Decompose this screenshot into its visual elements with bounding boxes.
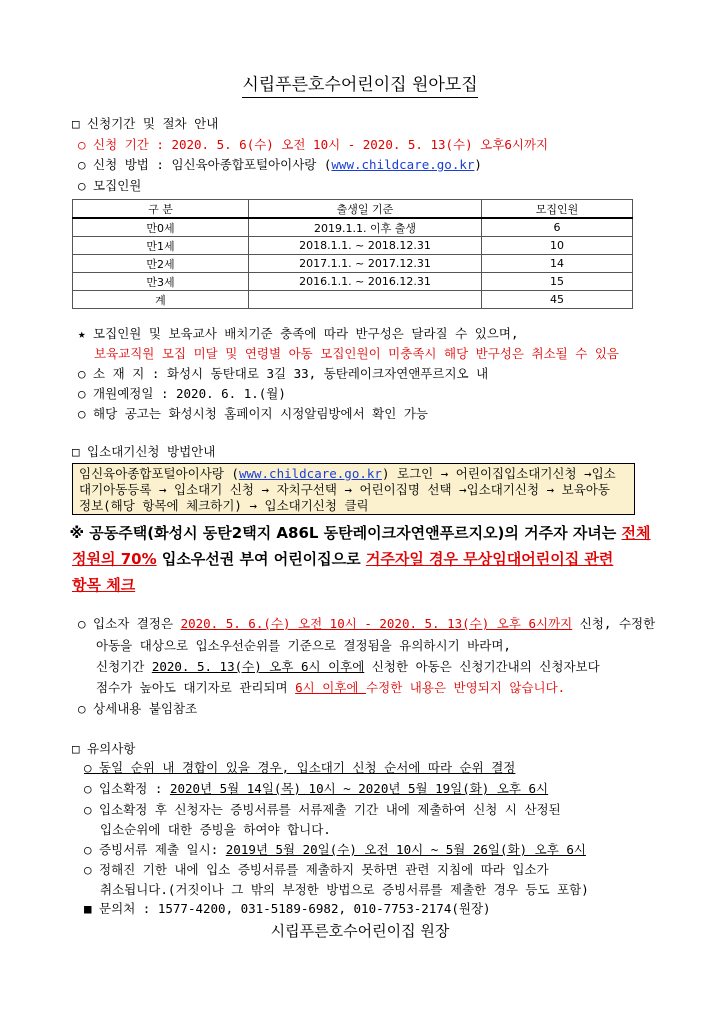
decision-line1: ○ 입소자 결정은 2020. 5. 6.(수) 오전 10시 - 2020. 5. 13(수) 오후 6시까지 신청, 수정한 bbox=[78, 616, 656, 631]
table-cell: 2016.1.1. ~ 2016.12.31 bbox=[249, 273, 482, 291]
address: ○ 소 재 지 : 화성시 동탄대로 3길 33, 동탄레이크자연앤푸르지오 내 bbox=[78, 366, 489, 381]
star-note: ★ 모집인원 및 보육교사 배치기준 충족에 따라 반구성은 달라질 수 있으며, bbox=[78, 326, 519, 341]
caution-item-4: ○ 증빙서류 제출 일시: 2019년 5월 20일(수) 오전 10시 ~ 5월 26일(화) 오후 6시 bbox=[84, 842, 586, 857]
table-header-row bbox=[73, 200, 633, 219]
open-date: ○ 개원예정일 : 2020. 6. 1.(월) bbox=[78, 386, 286, 401]
childcare-link-box[interactable]: www.childcare.go.kr bbox=[238, 466, 382, 481]
table-cell bbox=[249, 291, 482, 309]
section1-heading: □ 신청기간 및 절차 안내 bbox=[72, 116, 219, 131]
application-period: ○ 신청 기간 : 2020. 5. 6(수) 오전 10시 - 2020. 5. 13(수) 오후6시까지 bbox=[78, 137, 549, 152]
page-title: 시립푸른호수어린이집 원아모집 bbox=[0, 70, 720, 95]
table-header: 구 분 bbox=[73, 200, 249, 219]
star-note-red: 보육교직원 모집 미달 및 연령별 아동 모집인원이 미충족시 해당 반구성은 취소될 수 있음 bbox=[94, 346, 620, 361]
section3-heading: □ 유의사항 bbox=[72, 741, 136, 756]
recruitment-table bbox=[72, 199, 633, 309]
table-cell: 2019.1.1. 이후 출생 bbox=[249, 218, 482, 237]
table-row bbox=[73, 237, 633, 255]
childcare-link[interactable]: www.childcare.go.kr bbox=[331, 157, 475, 172]
steps-line-2: 대기아동등록 → 입소대기 신청 → 자치구선택 → 어린이집명 선택 →입소대기신청 → 보육아동 bbox=[79, 482, 610, 497]
caution-item-3-line1: ○ 입소확정 후 신청자는 증빙서류를 서류제출 기간 내에 제출하여 신청 시 산정된 bbox=[84, 802, 561, 817]
caution-item-3-line2: 입소순위에 대한 증빙을 하여야 합니다. bbox=[100, 822, 331, 837]
table-cell: 만0세 bbox=[73, 218, 249, 237]
table-cell: 14 bbox=[482, 255, 633, 273]
signature: 시립푸른호수어린이집 원장 bbox=[270, 922, 450, 940]
priority-notice-line1: ※ 공동주택(화성시 동탄2택지 A86L 동탄레이크자연앤푸르지오)의 거주자 자녀는 전체 bbox=[69, 524, 651, 542]
priority-notice-line2: 정원의 70% 입소우선권 부여 어린이집으로 거주자일 경우 무상임대어린이집 관련 bbox=[72, 550, 614, 568]
table-row bbox=[73, 218, 633, 237]
table-cell: 2017.1.1. ~ 2017.12.31 bbox=[249, 255, 482, 273]
table-cell: 45 bbox=[482, 291, 633, 309]
steps-line-3: 정보(해당 항목에 체크하기) → 입소대기신청 클릭 bbox=[79, 498, 369, 513]
table-row bbox=[73, 291, 633, 309]
caution-item-2: ○ 입소확정 : 2020년 5월 14일(목) 10시 ~ 2020년 5월 19일(화) 오후 6시 bbox=[84, 781, 549, 796]
decision-line4: 점수가 높아도 대기자로 관리되며 6시 이후에 수정한 내용은 반영되지 않습니다. bbox=[96, 680, 566, 695]
notice-info: ○ 해당 공고는 화성시청 홈페이지 시정알림방에서 확인 가능 bbox=[78, 406, 429, 421]
application-method: ○ 신청 방법 : 임신육아종합포털아이사랑 (www.childcare.go.kr) bbox=[78, 157, 482, 172]
caution-item-1: ○ 동일 순위 내 경합이 있을 경우, 입소대기 신청 순서에 따라 순위 결정 bbox=[84, 760, 516, 775]
table-row bbox=[73, 273, 633, 291]
table-cell: 6 bbox=[482, 218, 633, 237]
recruit-label: ○ 모집인원 bbox=[78, 178, 142, 193]
table-cell: 만2세 bbox=[73, 255, 249, 273]
table-cell: 만1세 bbox=[73, 237, 249, 255]
contact-info: ■ 문의처 : 1577-4200, 031-5189-6982, 010-7753-2174(원장) bbox=[84, 901, 491, 916]
table-cell: 만3세 bbox=[73, 273, 249, 291]
table-cell: 계 bbox=[73, 291, 249, 309]
detail-note: ○ 상세내용 붙임참조 bbox=[78, 701, 198, 716]
table-cell: 2018.1.1. ~ 2018.12.31 bbox=[249, 237, 482, 255]
priority-notice-line3: 항목 체크 bbox=[72, 576, 136, 594]
table-cell: 10 bbox=[482, 237, 633, 255]
table-header: 모집인원 bbox=[482, 200, 633, 219]
table-header: 출생일 기준 bbox=[249, 200, 482, 219]
table-row bbox=[73, 255, 633, 273]
decision-line2: 아동을 대상으로 입소우선순위를 기준으로 결정됨을 유의하시기 바라며, bbox=[96, 638, 511, 653]
decision-line3: 신청기간 2020. 5. 13(수) 오후 6시 이후에 신청한 아동은 신청기간내의 신청자보다 bbox=[96, 659, 600, 674]
application-steps-box: 임신육아종합포털아이사랑 (www.childcare.go.kr) 로그인 → 어린이집입소대기신청 →입소 대기아동등록 → 입소대기 신청 → 자치구선택 → 어린이집명 선택 →입소대기신청 → 보육아동 정보(해당 항목에 체크하기) → 입소대기신청 클릭 bbox=[72, 463, 635, 515]
table-cell: 15 bbox=[482, 273, 633, 291]
section2-heading: □ 입소대기신청 방법안내 bbox=[72, 444, 216, 459]
caution-item-5-line2: 취소됩니다.(거짓이나 그 밖의 부정한 방법으로 증빙서류를 제출한 경우 등도 포함) bbox=[100, 882, 589, 897]
caution-item-5-line1: ○ 정해진 기한 내에 입소 증빙서류를 제출하지 못하면 관련 지침에 따라 입소가 bbox=[84, 862, 549, 877]
